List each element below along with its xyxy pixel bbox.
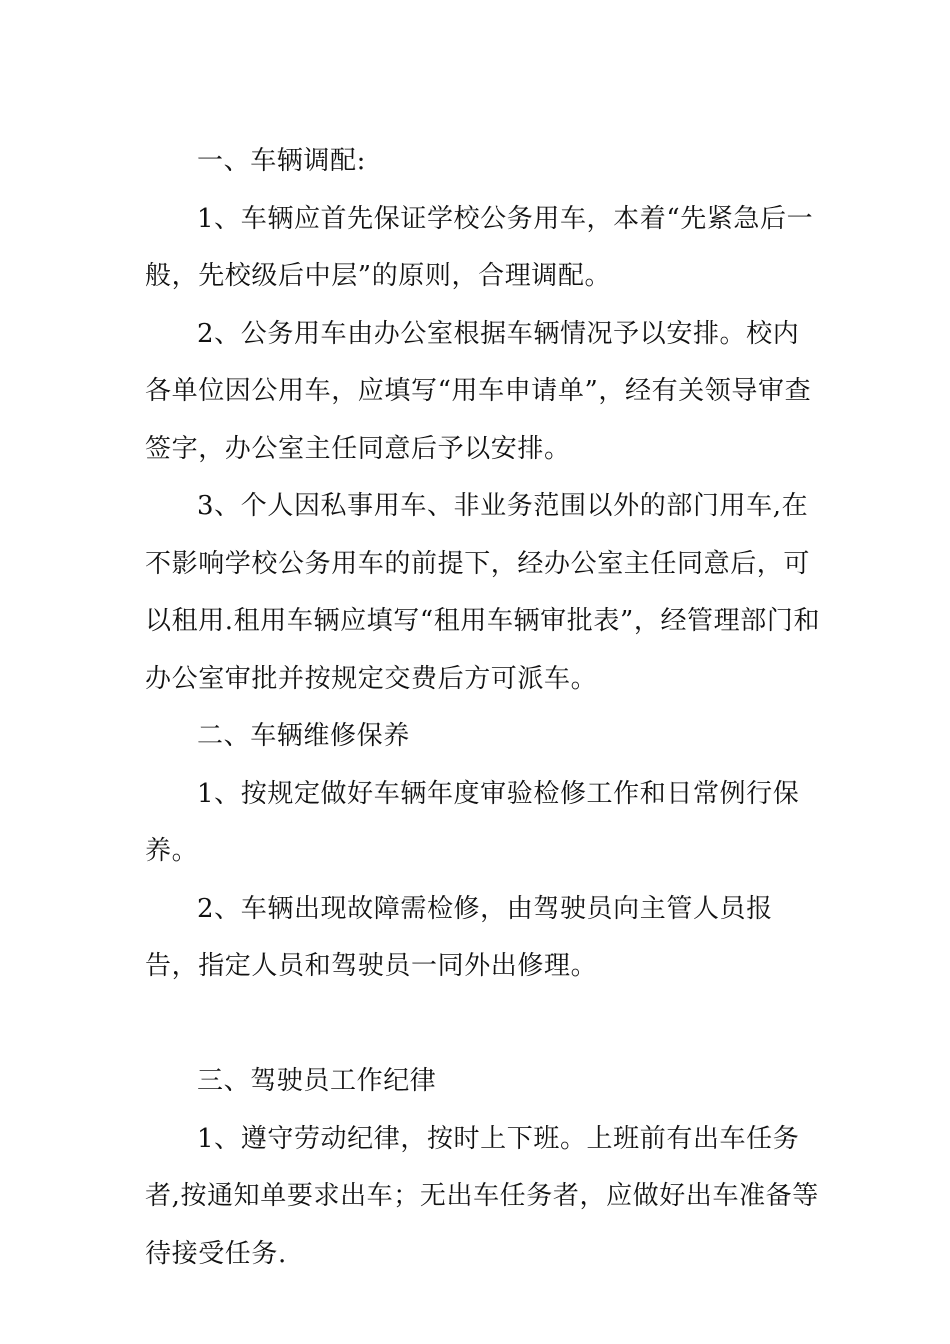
paragraph-discipline-1: 1、遵守劳动纪律，按时上下班。上班前有出车任务者,按通知单要求出车；无出车任务者，应做好出车准备等待接受任务. <box>145 1123 819 1269</box>
paragraph-maintenance-2: 2、车辆出现故障需检修，由驾驶员向主管人员报告，指定人员和驾驶员一同外出修理。 <box>145 893 773 981</box>
paragraph-dispatch-3: 3、个人因私事用车、非业务范围以外的部门用车,在不影响学校公务用车的前提下，经办公室主任同意后，可以租用.租用车辆应填写“租用车辆审批表”，经管理部门和办公室审批并按规定交费后方可派车。 <box>145 491 821 694</box>
paragraph-dispatch-1: 1、车辆应首先保证学校公务用车，本着“先紧急后一般，先校级后中层”的原则，合理调配。 <box>145 203 814 291</box>
section-heading-vehicle-maintenance: 二、车辆维修保养 <box>197 721 410 751</box>
section-heading-vehicle-dispatch: 一、车辆调配: <box>197 146 366 176</box>
section-heading-driver-discipline: 三、驾驶员工作纪律 <box>197 1066 437 1096</box>
paragraph-dispatch-2: 2、公务用车由办公室根据车辆情况予以安排。校内各单位因公用车，应填写“用车申请单”，经有关领导审查签字，办公室主任同意后予以安排。 <box>145 318 812 464</box>
paragraph-maintenance-1: 1、按规定做好车辆年度审验检修工作和日常例行保养。 <box>145 778 800 866</box>
blank-line <box>145 996 825 1054</box>
document-body <box>145 133 825 1283</box>
